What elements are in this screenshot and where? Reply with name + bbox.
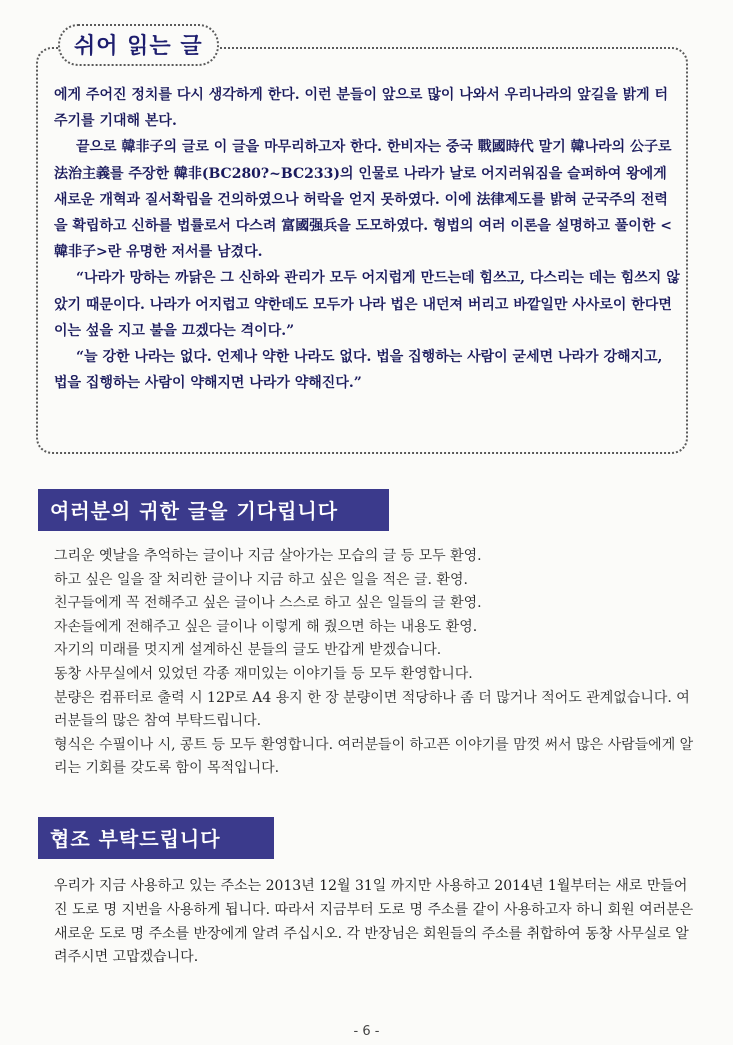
page-number: - 6 - — [353, 1024, 380, 1039]
box-paragraph: “나라가 망하는 까닭은 그 신하와 관리가 모두 어지럽게 만드는데 힘쓰고, 다스리는 데는 힘쓰지 않았기 때문이다. 나라가 어지럽고 약한데도 모두가 나라 법은 내던져 버리고 바깥일만 사사로이 한다면 이는 섶을 지고 불을 끄겠다는 격이다.” — [54, 270, 680, 339]
section-heading-submissions: 여러분의 귀한 글을 기다립니다 — [38, 489, 389, 531]
list-item: 그리운 옛날을 추억하는 글이나 지금 살아가는 모습의 글 등 모두 환영. — [54, 548, 482, 564]
list-item: 하고 싶은 일을 잘 처리한 글이나 지금 하고 싶은 일을 적은 글. 환영. — [54, 571, 468, 588]
address-notice: 우리가 지금 사용하고 있는 주소는 2013년 12월 31일 까지만 사용하고 2014년 1월부터는 새로 만들어진 도로 명 지번을 사용하게 됩니다. 따라서 지금부터 도로 명 주소를 같이 사용하고자 하니 회원 여러분은 새로운 도로 명 주소를 반장에게 알려 주십시오. 각 반장님은 회원들의 주소를 취합하여 동창 사무실로 알려주시면 고맙겠습니다. — [54, 878, 694, 966]
list-item: 동창 사무실에서 있었던 각종 재미있는 이야기들 등 모두 환영합니다. — [54, 665, 473, 682]
list-item: 자기의 미래를 멋지게 설계하신 분들의 글도 반갑게 받겠습니다. — [54, 642, 442, 659]
box-paragraph: “늘 강한 나라는 없다. 언제나 약한 나라도 없다. 법을 집행하는 사람이 굳세면 나라가 강해지고, 법을 집행하는 사람이 약해지면 나라가 약해진다.” — [54, 349, 663, 392]
box-title: 쉬어 읽는 글 — [58, 24, 219, 66]
list-item: 분량은 컴퓨터로 출력 시 12P로 A4 용지 한 장 분량이면 적당하나 좀 더 많거나 적어도 관계없습니다. 여러분들의 많은 참여 부탁드립니다. — [54, 689, 690, 730]
box-text — [54, 82, 680, 396]
list-item: 친구들에게 꼭 전해주고 싶은 글이나 스스로 하고 싶은 일들의 글 환영. — [54, 595, 482, 612]
list-item: 형식은 수필이나 시, 콩트 등 모두 환영합니다. 여러분들이 하고픈 이야기를 맘껏 써서 많은 사람들에게 알리는 기회를 갖도록 함이 목적입니다. — [54, 736, 694, 777]
box-paragraph: 에게 주어진 정치를 다시 생각하게 한다. 이런 분들이 앞으로 많이 나와서 우리나라의 앞길을 밝게 터주기를 기대해 본다. — [54, 87, 669, 130]
list-item: 자손들에게 전해주고 싶은 글이나 이렇게 해 줬으면 하는 내용도 환영. — [54, 618, 478, 635]
box-paragraph: 끝으로 韓非子의 글로 이 글을 마무리하고자 한다. 한비자는 중국 戰國時代 말기 韓나라의 公子로 法治主義를 주장한 韓非(BC280?~BC233)의 인물로 나라가 날로 어지러워짐을 슬퍼하여 왕에게 새로운 개혁과 질서확립을 건의하였으나 허락을 얻지 못하였다. 이에 法律제도를 밝혀 군국주의 전력을 확립하고 신하를 법률로서 다스려 富國强兵을 도모하였다. 형법의 여러 이론을 설명하고 풀이한 <韓非子>란 유명한 저서를 남겼다. — [54, 139, 672, 261]
section-heading-cooperation: 협조 부탁드립니다 — [38, 817, 274, 859]
submission-list — [54, 545, 694, 781]
